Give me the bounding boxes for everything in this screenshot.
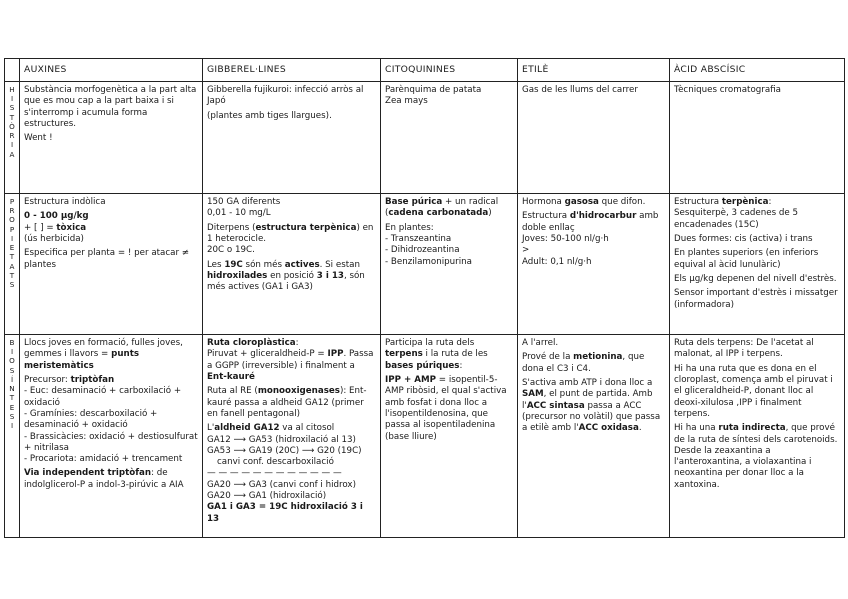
row-label-biosintesi: B I O S Í N T E S I: [5, 335, 20, 538]
list-item: - Procariota: amidació + trencament: [24, 454, 183, 465]
cell-historia-etile: Gas de les llums del carrer: [518, 82, 670, 194]
list-item: - Transzeantina: [385, 233, 452, 244]
cell-propietats-auxines: Estructura indòlica 0 - 100 µg/kg + [ ] = tòxica (ús herbicida) Especifica per planta = ! per atacar ≠ plantes: [20, 194, 203, 335]
list-item: - Benzilamonipurina: [385, 256, 472, 267]
cell-biosintesi-gibberellines: Ruta cloroplàstica: Piruvat + gliceraldheid-P = IPP. Passa a GGPP (irreversible) i finalment a Ent-kauré Ruta al RE (monooxigenases): Ent-kauré passa a aldheid GA12 (primer en fanell pentagonal) L'aldheid GA12 va al citosol GA12 ⟶ GA53 (hidroxilació al 13) GA53 ⟶ GA19 (20C) ⟶ G20 (19C) canvi conf. descarboxilació — — — — — — — — — — — — GA20 ⟶ GA3 (canvi conf i hidrox) GA20 ⟶ GA1 (hidroxilació) GA1 i GA3 = 19C hidroxilació 3 i 13: [203, 335, 381, 538]
cell-historia-gibberellines: Gibberella fujikuroi: infecció arròs al Japó (plantes amb tiges llargues).: [203, 82, 381, 194]
header-gibberellines: GIBBEREL·LINES: [203, 59, 381, 82]
row-propietats: [5, 194, 845, 335]
hormones-table: [4, 58, 845, 538]
cell-biosintesi-auxines: Llocs joves en formació, fulles joves, gemmes i llavors = punts meristemàtics Precursor: triptòfan - Euc: desaminació + carboxilació + oxidació - Gramínies: descarboxilació + desaminació + oxidació - Brassicàcies: oxidació + destiosulfurat + nitrilasa - Procariota: amidació + trencament Via independent triptòfan: de indolglicerol-P a indol-3-pirúvic a AIA: [20, 335, 203, 538]
cell-biosintesi-citoquinines: Participa la ruta dels terpens i la ruta de les bases púriques: IPP + AMP = isopentil-5-AMP ribòsid, el qual s'activa amb fosfat i dona lloc a l'isopentildenosina, que passa al isopentiladenina (base lliure): [381, 335, 518, 538]
corner-cell: [5, 59, 20, 82]
cell-biosintesi-etile: A l'arrel. Prové de la metionina, que dona el C3 i C4. S'activa amb ATP i dona lloc a SAM, el punt de partida. Amb l'ACC sintasa passa a ACC (precursor no volàtil) que passa a etilè amb l'ACC oxidasa.: [518, 335, 670, 538]
header-auxines: AUXINES: [20, 59, 203, 82]
list-item: - Euc: desaminació + carboxilació + oxidació: [24, 386, 182, 408]
cell-propietats-abscisic: Estructura terpènica: Sesquiterpè, 3 cadenes de 5 encadenades (15C) Dues formes: cis (activa) i trans En plantes superiors (en inferiors equival al àcid lunulàric) Els µg/kg depenen del nivell d'estrès. Sensor important d'estrès i missatger (informadora): [670, 194, 845, 335]
row-label-propietats: P R O P I E T A T S: [5, 194, 20, 335]
cell-biosintesi-abscisic: Ruta dels terpens: De l'acetat al malonat, al IPP i terpens. Hi ha una ruta que es dona en el cloroplast, comença amb el piruvat i el gliceraldheid-P, donant lloc al deoxi-xilulosa ,IPP i finalment terpens. Hi ha una ruta indirecta, que prové de la ruta de síntesi dels carotenoids. Desde la zeaxantina a l'anteroxantina, a violaxantina i neoxantina per donar lloc a la xantoxina.: [670, 335, 845, 538]
cell-historia-citoquinines: Parènquima de patata Zea mays: [381, 82, 518, 194]
list-item: - Brassicàcies: oxidació + destiosulfurat + nitrilasa: [24, 431, 198, 453]
list-item: - Dihidrozeantina: [385, 245, 460, 256]
header-row: [5, 59, 845, 82]
header-etile: ETILÈ: [518, 59, 670, 82]
header-abscisic: ÀCID ABSCÍSIC: [670, 59, 845, 82]
header-citoquinines: CITOQUININES: [381, 59, 518, 82]
row-biosintesi: [5, 335, 845, 538]
cell-propietats-etile: Hormona gasosa que difon. Estructura d'hidrocarbur amb doble enllaç Joves: 50-100 nl/g·h > Adult: 0,1 nl/g·h: [518, 194, 670, 335]
list-item: - Gramínies: descarboxilació + desaminació + oxidació: [24, 408, 158, 431]
cell-historia-abscisic: Tècniques cromatografia: [670, 82, 845, 194]
row-label-historia: H I S T Ò R I A: [5, 82, 20, 194]
row-historia: [5, 82, 845, 194]
cell-historia-auxines: Substància morfogenètica a la part alta que es mou cap a la part baixa i si s'interromp i acumula forma estructures. Went !: [20, 82, 203, 194]
cell-propietats-citoquinines: Base púrica + un radical (cadena carbonatada) En plantes: - Transzeantina - Dihidrozeantina - Benzilamonipurina: [381, 194, 518, 335]
cell-propietats-gibberellines: 150 GA diferents 0,01 - 10 mg/L Diterpens (estructura terpènica) en 1 heterocicle. 20C o 19C. Les 19C són més actives. Si estan hidroxilades en posició 3 i 13, són més actives (GA1 i GA3): [203, 194, 381, 335]
